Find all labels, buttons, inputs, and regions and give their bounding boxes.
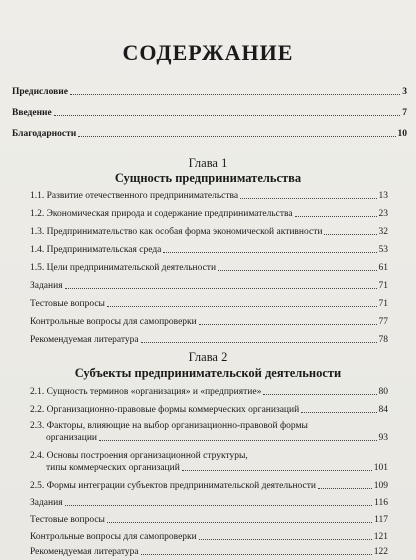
leader-dots <box>78 136 395 137</box>
entry-page: 93 <box>378 433 388 443</box>
toc-entry[interactable] <box>30 298 388 310</box>
toc-entry[interactable] <box>30 531 388 543</box>
entry-page: 3 <box>402 87 407 97</box>
leader-dots <box>182 470 372 471</box>
leader-dots <box>324 234 376 235</box>
entry-page: 109 <box>373 481 388 491</box>
toc-entry[interactable] <box>30 280 388 292</box>
entry-label-continued: организации <box>46 433 98 443</box>
entry-label: 2.4. Основы построения организационной структуры, <box>30 451 248 461</box>
entry-label: 1.2. Экономическая природа и содержание предпринимательства <box>30 209 293 219</box>
toc-entry[interactable] <box>30 316 388 328</box>
leader-dots <box>218 270 376 271</box>
toc-entry[interactable] <box>30 244 388 256</box>
toc-entry[interactable] <box>30 262 388 274</box>
entry-page: 7 <box>402 108 407 118</box>
leader-dots <box>163 252 376 253</box>
entry-label: 1.5. Цели предпринимательской деятельности <box>30 263 217 273</box>
leader-dots <box>99 440 376 441</box>
chapter-1-title: Сущность предпринимательства <box>114 171 302 185</box>
chapter-2-heading: Глава 2 <box>188 350 228 364</box>
leader-dots <box>141 342 377 343</box>
toc-entry[interactable] <box>30 514 388 526</box>
entry-page: 84 <box>378 405 388 415</box>
entry-label: Задания <box>30 281 63 291</box>
toc-entry[interactable] <box>30 497 388 509</box>
chapter-2-title: Субъекты предпринимательской деятельности <box>74 366 342 380</box>
entry-page: 13 <box>378 191 388 201</box>
entry-label: 1.3. Предпринимательство как особая форма экономической активности <box>30 227 323 237</box>
leader-dots <box>70 94 400 95</box>
toc-entry-multiline[interactable] <box>30 420 388 444</box>
toc-entry[interactable] <box>30 334 388 346</box>
toc-entry[interactable] <box>30 208 388 220</box>
entry-page: 78 <box>378 335 388 345</box>
leader-dots <box>65 505 373 506</box>
entry-label-continued: типы коммерческих организаций <box>46 463 180 473</box>
entry-label: 1.4. Предпринимательская среда <box>30 245 162 255</box>
leader-dots <box>54 115 401 116</box>
entry-label: Благодарности <box>12 129 77 139</box>
entry-label: Рекомендуемая литература <box>30 335 139 345</box>
entry-label: Рекомендуемая литература <box>30 547 139 557</box>
leader-dots <box>318 488 372 489</box>
chapter-1-heading: Глава 1 <box>188 156 228 170</box>
entry-page: 71 <box>378 281 388 291</box>
entry-page: 80 <box>378 387 388 397</box>
entry-page: 71 <box>378 299 388 309</box>
entry-page: 116 <box>374 498 388 508</box>
entry-label: 2.3. Факторы, влияющие на выбор организационно-правовой формы <box>30 421 308 431</box>
leader-dots <box>107 522 372 523</box>
toc-entry[interactable] <box>30 404 388 416</box>
toc-entry-front[interactable] <box>12 128 407 140</box>
entry-label: Задания <box>30 498 63 508</box>
entry-page: 101 <box>373 463 388 473</box>
toc-entry[interactable] <box>30 480 388 492</box>
entry-label: Тестовые вопросы <box>30 515 105 525</box>
entry-page: 10 <box>397 129 407 139</box>
entry-page: 23 <box>378 209 388 219</box>
entry-label: 2.1. Сущность терминов «организация» и «предприятие» <box>30 387 262 397</box>
entry-label: 1.1. Развитие отечественного предпринимательства <box>30 191 239 201</box>
leader-dots <box>65 288 377 289</box>
page-title: СОДЕРЖАНИЕ <box>122 40 294 65</box>
leader-dots <box>107 306 377 307</box>
leader-dots <box>295 216 377 217</box>
entry-label: Контрольные вопросы для самопроверки <box>30 317 197 327</box>
entry-page: 61 <box>378 263 388 273</box>
entry-label: 2.5. Формы интеграции субъектов предпринимательской деятельности <box>30 481 316 491</box>
entry-label: Контрольные вопросы для самопроверки <box>30 532 197 542</box>
toc-entry[interactable] <box>30 226 388 238</box>
toc-entry-front[interactable] <box>12 86 407 98</box>
leader-dots <box>141 554 372 555</box>
leader-dots <box>240 198 376 199</box>
entry-label: Тестовые вопросы <box>30 299 105 309</box>
leader-dots <box>263 394 376 395</box>
toc-entry-front[interactable] <box>12 107 407 119</box>
leader-dots <box>301 412 376 413</box>
toc-entry-multiline[interactable] <box>30 450 388 474</box>
entry-page: 122 <box>373 547 388 557</box>
entry-label: Введение <box>12 108 52 118</box>
leader-dots <box>199 539 372 540</box>
leader-dots <box>199 324 377 325</box>
entry-page: 53 <box>378 245 388 255</box>
entry-page: 32 <box>378 227 388 237</box>
toc-entry[interactable] <box>30 386 388 398</box>
entry-page: 121 <box>373 532 388 542</box>
entry-label: Предисловие <box>12 87 68 97</box>
entry-page: 117 <box>374 515 388 525</box>
toc-entry[interactable] <box>30 190 388 202</box>
entry-label: 2.2. Организационно-правовые формы коммерческих организаций <box>30 405 300 415</box>
entry-page: 77 <box>378 317 388 327</box>
toc-entry[interactable] <box>30 546 388 558</box>
